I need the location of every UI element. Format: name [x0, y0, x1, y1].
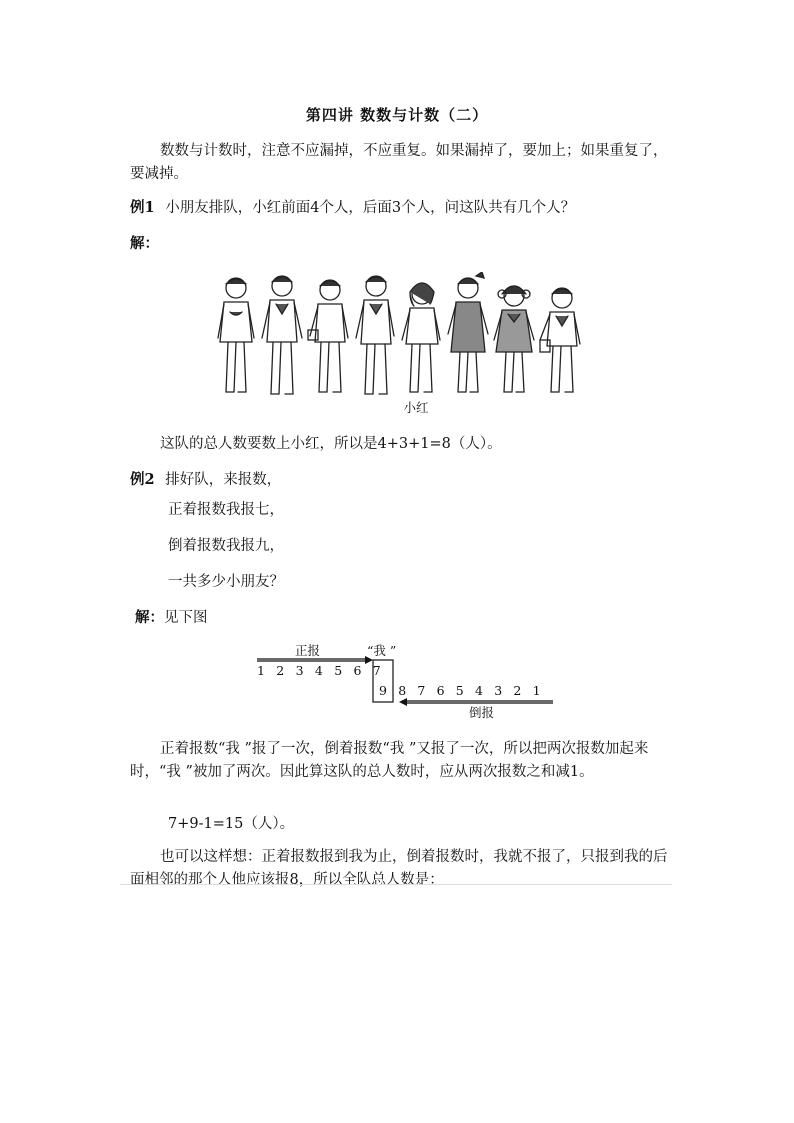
backward-number: 1 [532, 683, 541, 698]
backward-number: 7 [417, 683, 426, 698]
example2-line-3: 倒着报数我报九， [168, 538, 284, 554]
forward-number: 5 [334, 663, 343, 678]
child-figure [356, 276, 394, 394]
me-label: “我 ” [367, 643, 397, 658]
forward-number: 2 [276, 663, 285, 678]
child-figure [308, 280, 348, 392]
example2-explanation: 正着报数“我 ”报了一次，倒着报数“我 ”又报了一次，所以把两次报数加起来时，“我 ”被加了两次。因此算这队的总人数时，应从两次报数之和减1。 [130, 741, 649, 780]
forward-number: 4 [314, 663, 323, 678]
forward-number: 6 [353, 663, 362, 678]
child-figure [262, 276, 302, 394]
child-figure [218, 278, 254, 392]
child-figure [540, 288, 580, 392]
backward-number: 9 [379, 683, 387, 698]
example1-solution-label: 解： [130, 235, 159, 252]
backward-label: 倒报 [469, 705, 495, 720]
example1-question-line [130, 196, 575, 217]
child-figure [494, 286, 534, 392]
example1-answer: 这队的总人数要数上小红，所以是4+3+1=8（人）。 [160, 436, 502, 452]
backward-arrow-head [399, 698, 407, 706]
example2-equation: 7+9-1=15（人）。 [168, 816, 295, 832]
example2-line-2: 正着报数我报七， [168, 502, 284, 518]
example1-question: 小朋友排队，小红前面4个人，后面3个人，问这队共有几个人？ [165, 200, 576, 216]
example2-solution-label: 解： [135, 609, 164, 626]
example2-label: 例2 [130, 471, 155, 488]
counting-diagram [255, 640, 565, 720]
figure-caption: 小红 [403, 400, 429, 415]
example1-label: 例1 [130, 199, 155, 216]
backward-number: 4 [475, 683, 483, 698]
backward-number: 8 [398, 683, 407, 698]
forward-number: 7 [372, 663, 381, 678]
example2-solution-line [135, 606, 208, 627]
page-title: 第四讲 数数与计数（二） [305, 106, 489, 124]
intro-paragraph: 数数与计数时，注意不应漏掉，不应重复。如果漏掉了，要加上；如果重复了，要减掉。 [130, 143, 668, 182]
backward-number: 6 [436, 683, 445, 698]
example2-solution-text: 见下图 [164, 610, 208, 626]
alt-method-paragraph: 也可以这样想：正着报数报到我为止，倒着报数时，我就不报了，只报到我的后面相邻的那个人他应该报8，所以全队总人数是： [130, 849, 668, 888]
forward-number: 3 [295, 663, 304, 678]
children-queue-illustration [214, 272, 592, 420]
example2-line-4: 一共多少小朋友？ [168, 574, 284, 590]
forward-number: 1 [257, 663, 265, 678]
forward-label: 正报 [295, 643, 321, 658]
backward-number: 3 [494, 683, 503, 698]
backward-number: 5 [455, 683, 464, 698]
example2-first-line [130, 468, 281, 489]
page-divider [120, 884, 672, 885]
child-figure [448, 272, 488, 392]
example2-line-1: 排好队，来报数， [165, 472, 282, 488]
backward-number: 2 [513, 683, 522, 698]
child-figure-xiaohong [402, 283, 440, 392]
